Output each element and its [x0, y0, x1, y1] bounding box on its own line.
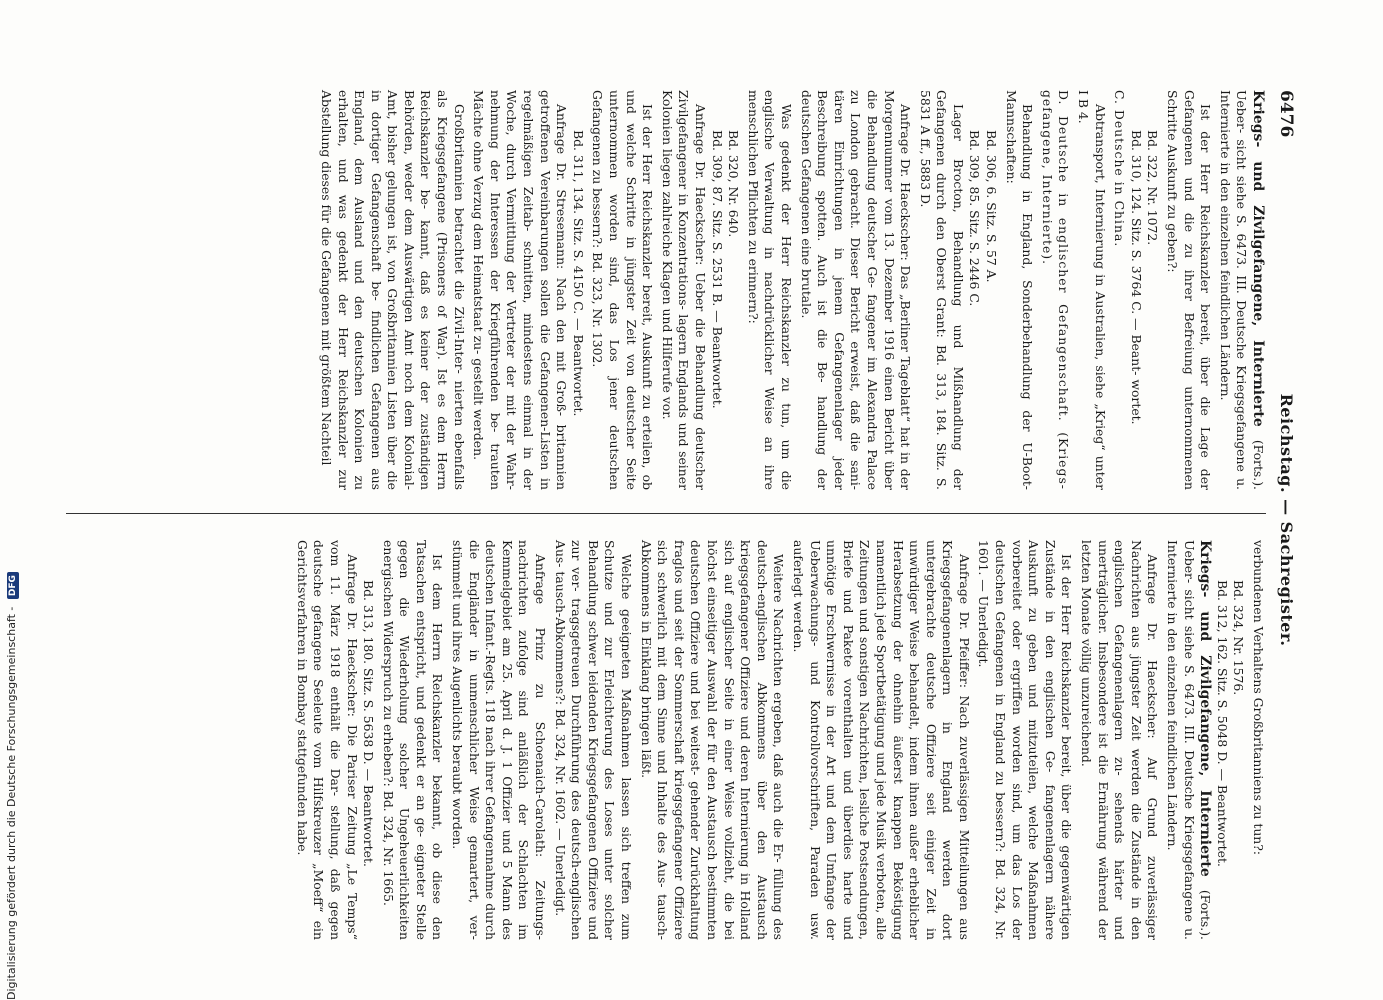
paragraph: Anfrage Dr. Stresemann: Nach den mit Groß- britannien getroffenen Vereinbarungen sollen die Gefangenen-Listen in regelmäßigen Zeitab- schnitten, mindestens einmal in der Woche, durch Vermittlung der Vertreter der mit der Wahr- nehmung der Interessen der Kriegführenden be- trauten Mächte ohne Verzug dem Heimatstaat zu- gestellt werden. [471, 90, 570, 490]
paragraph: Großbritannien betrachtet die Zivil-Inter- nierten ebenfalls als Kriegsgefangene (Prisoners of War). Ist es dem Herrn Reichskanzler be- kannt, daß es keiner der zuständigen Behörden, weder dem Auswärtigen Amt noch dem Kolonial- Amt, bisher gelungen ist, von Großbritannien Listen über die in dortiger Gefangenschaft be- findlichen Gefangenen aus England, dem Ausland und den deutschen Kolonien zu erhalten, und was gedenkt der Herr Reichskanzler zur Abstellung dieses für die Gefangenen mit größtem Nachteil [318, 90, 467, 490]
paragraph: Anfrage Dr. Haeckscher: Ueber die Behandlung deutscher Zivilgefangener in Konzentrations- lagern Englands und seiner Kolonien liegen zahlreiche Klagen und Hilferufe vor. [659, 90, 708, 490]
dfg-logo: DFG [7, 572, 19, 599]
digitization-credit [5, 572, 19, 1000]
page-number: 6476 [1276, 90, 1296, 138]
paragraph: Ist der Herr Reichskanzler bereit, über die Lage der Gefangenen und die zu ihrer Befreiung unternommenen Schritte Auskunft zu geben?: [1165, 90, 1214, 490]
reference: Bd. 320, Nr. 640. [726, 130, 742, 238]
lemma-title: Kriegs- und Zivilgefangene, Internierte [1250, 90, 1266, 427]
paragraph: Anfrage Dr. Haeckscher: Auf Grund zuverlässiger Nachrichten aus jüngster Zeit werden die Zustände in den englischen Gefangenenlagern zu- sehends härter und unerträglicher. Insbesondere ist die Ernährung während der letzten Monate völlig unzureichend. [1079, 540, 1161, 940]
reference: Bd. 306, 6. Sitz. S. 57 A. [984, 130, 1000, 283]
paragraph: Behandlung in England, Sonderbehandlung der U-Boot-Mannschaften: [1003, 90, 1036, 490]
reference: Bd. 313, 180. Sitz. S. 5638 D. — Beantwortet. [361, 580, 377, 867]
reference: Bd. 312, 162. Sitz. S. 5048 D. — Beantwortet. [1214, 580, 1230, 867]
paragraph: Ist der Herr Reichskanzler bereit, über die gegenwärtigen Zustände in den englischen Ge- fangenenlagern nähere Auskunft zu geben und mitzuteilen, welche Maßnahmen vorbereitet oder ergriffen worden sind, um das Los der deutschen Gefangenen in England zu bessern?: Bd. 324, Nr. 1601. — Unerledigt. [976, 540, 1075, 940]
page-header [1270, 90, 1300, 950]
section-heading-c: C. Deutsche in China. [1112, 90, 1128, 248]
lemma-entry [1163, 540, 1213, 940]
reference: Bd. 311, 134. Sitz. S. 4150 C. — Beantwortet. [570, 130, 586, 417]
section-heading-d: D. Deutsche in englischer Gefangenschaft. (Kriegs- gefangene, Internierte). [1039, 90, 1072, 490]
column-divider [66, 513, 1266, 514]
paragraph: Abtransport, Internierung in Australien, siehe „Krieg“ unter I B 4. [1076, 90, 1108, 490]
lemma-title: Kriegs- und Zivilgefangene, Internierte [1197, 540, 1214, 877]
right-column [50, 540, 1266, 940]
reference: Bd. 322, Nr. 1072. [1145, 130, 1161, 246]
running-head: Reichstag. — Sachregister. [1277, 393, 1296, 647]
paragraph: Ist der Herr Reichskanzler bereit, Auskunft zu erteilen, ob und welche Schritte in jüngster Zeit von deutscher Seite unternommen worden sind, das Los jener deutschen Gefangenen zu bessern?: Bd. 323, Nr. 1302. [590, 90, 656, 490]
paragraph: verbundenen Verhaltens Großbritanniens zu tun?: [1251, 540, 1266, 856]
paragraph: Anfrage Dr. Haeckscher: Die Pariser Zeitung „Le Temps“ vom 11. März 1918 enthält die Dar- stellung, daß gegen deutsche gefangene Seeleute vom Hilfskreuzer „Moeff“ ein Gerichtsverfahren in Bombay stattgefunden habe. [294, 540, 360, 940]
paragraph: Was gedenkt der Herr Reichskanzler zu tun, um die englische Verwaltung in nachdrücklicher Weise an ihre menschlichen Pflichten zu erinnern?: [745, 90, 794, 490]
paragraph: Lager Brocton, Behandlung und Mißhandlung der Gefangenen durch den Oberst Grant: Bd. 313, 184. Sitz. S. 5831 A ff., 5883 D. [917, 90, 966, 490]
lemma-continuation: (Forts.). Ueber- sicht siehe S. 6473. III. Deutsche Kriegsgefangene u. Internierte in den einzelnen feindlichen Ländern. [1165, 540, 1214, 940]
paragraph: Welche geeigneten Maßnahmen lassen sich treffen zum Schutze und zur Erleichterung des Loses unter solcher Behandlung schwer leidenden Kriegsgefangenen Offiziere und zur ver- tragsgetreuen Durchführung des deutsch-englischen Aus- tausch-Abkommens?: Bd. 324, Nr. 1602. — Unerledigt. [552, 540, 635, 940]
paragraph: Anfrage Dr. Haeckscher: Das „Berliner Tageblatt“ hat in der Morgennummer vom 13. Dezember 1916 einen Bericht über die Behandlung deutscher Ge- fangener im Alexandra Palace zu London gebracht. Dieser Bericht erweist, daß die sani- tären Einrichtungen in jenem Gefangenenlager jeder Beschreibung spotten. Auch ist die Be- handlung der deutschen Gefangenen eine brutale. [798, 90, 914, 490]
reference: Bd. 309, 87. Sitz. S. 2531 B. — Beantwortet. [709, 130, 725, 409]
rotated-sheet [50, 70, 1300, 950]
reference: Bd. 310, 124. Sitz. S. 3764 C. — Beant- wortet. [1128, 130, 1144, 425]
paragraph: Weitere Nachrichten ergeben, daß auch die Er- füllung des deutsch-englischen Abkommens über den Austausch kriegsgefangener Offiziere und deren Internierung in Holland sich auf englischer Seite in einer Weise vollzieht, die bei höchst einseitiger Auswahl der für den Austausch bestimmten deutschen Offiziere und bei weitest- gehender Zurückhaltung fraglos und seit der Sommerschaft kriegsgefangener Offiziere sich schwerlich mit dem Sinne und Inhalte des Aus- tausch-Abkommens in Einklang bringen läßt. [638, 540, 787, 940]
paragraph: Ist dem Herrn Reichskanzler bekannt, ob diese den Tatsachen entspricht, und gedenkt er an ge- eigneter Stelle gegen die Wiederholung solcher Ungeheuerlichkeiten energischen Widerspruch zu erheben?: Bd. 324, Nr. 1665. [380, 540, 446, 940]
lemma-entry [1216, 90, 1266, 490]
credit-text: Digitalisierung gefördert durch die Deutsche Forschungsgemeinschaft - [5, 606, 18, 1000]
paragraph: Anfrage Prinz zu Schoenaich-Carolath: Zeitungs- nachrichten zufolge sind anläßlich der Schlachten im Kemmelgebiet am 25. April d. J. 1 Offizier und 5 Mann des deutschen Infant.-Regts. 118 nach ihrer Gefangennahme durch die Engländer in unmenschlicher Weise gemartert, ver- stümmelt und ihres Augenlichts beraubt worden. [450, 540, 549, 940]
lemma-continuation: (Forts.). Ueber- sicht siehe S. 6473. III. Deutsche Kriegsgefangene u. Internierte in den einzelnen feindlichen Ländern. [1217, 90, 1266, 490]
reference: Bd. 324, Nr. 1576. [1231, 580, 1247, 696]
paragraph: Anfrage Dr. Pfeiffer: Nach zuverlässigen Mitteilungen aus Kriegsgefangenenlagern in England werden dort untergebrachte deutsche Offiziere seit einiger Zeit in unwürdiger Weise behandelt, indem ihnen außer erheblicher Herabsetzung der ohnehin äußerst knappen Beköstigung namentlich jede Sportbetätigung und jede Musik verboten, alle Zeitungen und sonstigen Nachrichten, lesliche Postsendungen, Briefe und Pakete vorenthalten und überdies harte und unnötige Erschwernisse in der Art und dem Umfange der Ueberwachungs- und Kontrollvorschriften, Paraden usw. auferlegt werden. [790, 540, 972, 940]
reference: Bd. 309, 85. Sitz. S. 2446 C. [967, 130, 983, 307]
left-column [50, 90, 1266, 490]
